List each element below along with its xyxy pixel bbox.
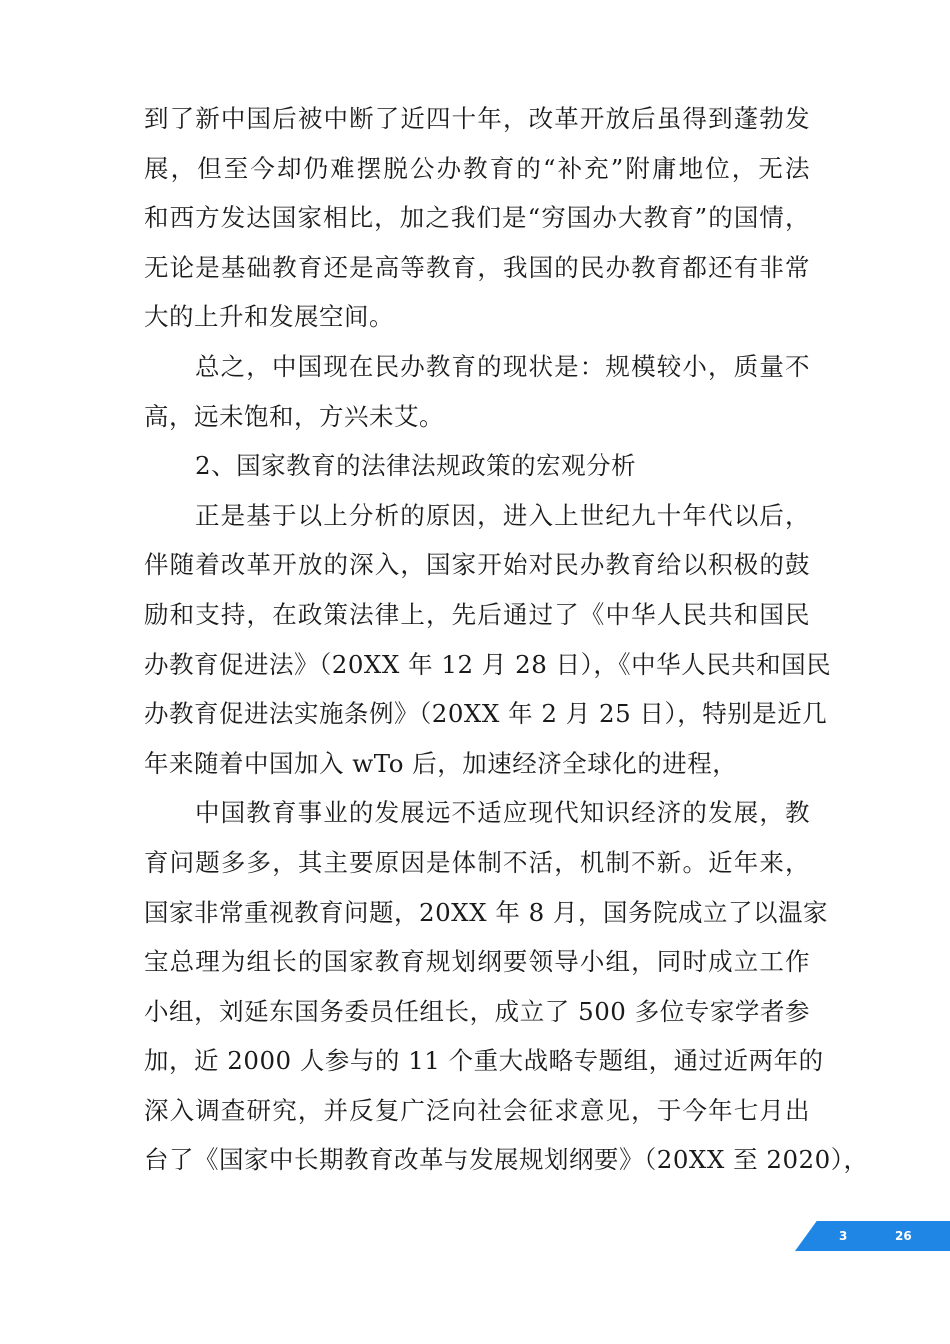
text-line: 和西方发达国家相比，加之我们是“穷国办大教育”的国情， [144,203,810,233]
total-pages: 26 [895,1229,912,1243]
page-footer [795,1221,950,1251]
text-line: 办教育促进法》（20XX 年 12 月 28 日），《中华人民共和国民 [144,649,832,679]
text-line: 国家非常重视教育问题，20XX 年 8 月，国务院成立了以温家 [144,897,829,927]
text-line: 正是基于以上分析的原因，进入上世纪九十年代以后， [195,500,810,530]
text-line: 总之，中国现在民办教育的现状是：规模较小，质量不 [195,351,810,381]
section-heading: 2、国家教育的法律法规政策的宏观分析 [195,451,637,481]
text-line: 无论是基础教育还是高等教育，我国的民办教育都还有非常 [144,252,810,282]
text-line: 大的上升和发展空间。 [144,302,394,332]
text-line: 到了新中国后被中断了近四十年，改革开放后虽得到蓬勃发 [144,104,810,133]
text-line: 励和支持，在政策法律上，先后通过了《中华人民共和国民 [144,599,810,629]
text-line: 中国教育事业的发展远不适应现代知识经济的发展，教 [195,798,810,828]
text-line: 办教育促进法实施条例》（20XX 年 2 月 25 日），特别是近几 [144,699,828,729]
text-line: 年来随着中国加入 wTo 后，加速经济全球化的进程， [144,748,738,778]
text-line: 小组，刘延东国务委员任组长，成立了 500 多位专家学者参 [144,996,810,1026]
text-line: 台了《国家中长期教育改革与发展规划纲要》（20XX 至 2020）， [144,1145,869,1175]
text-line: 高，远未饱和，方兴未艾。 [144,401,444,431]
text-line: 加，近 2000 人参与的 11 个重大战略专题组，通过近两年的 [144,1046,824,1076]
text-line: 伴随着改革开放的深入，国家开始对民办教育给以积极的鼓 [144,550,810,580]
text-line: 深入调查研究，并反复广泛向社会征求意见，于今年七月出 [144,1095,810,1125]
document-body [144,94,869,1185]
current-page-number: 3 [839,1229,848,1243]
text-line: 宝总理为组长的国家教育规划纲要领导小组，同时成立工作 [144,947,810,977]
text-line: 育问题多多，其主要原因是体制不活，机制不新。近年来， [144,847,810,877]
footer-accent-bar [795,1221,950,1251]
text-line: 展，但至今却仍难摆脱公办教育的“补充”附庸地位，无法 [144,153,810,183]
